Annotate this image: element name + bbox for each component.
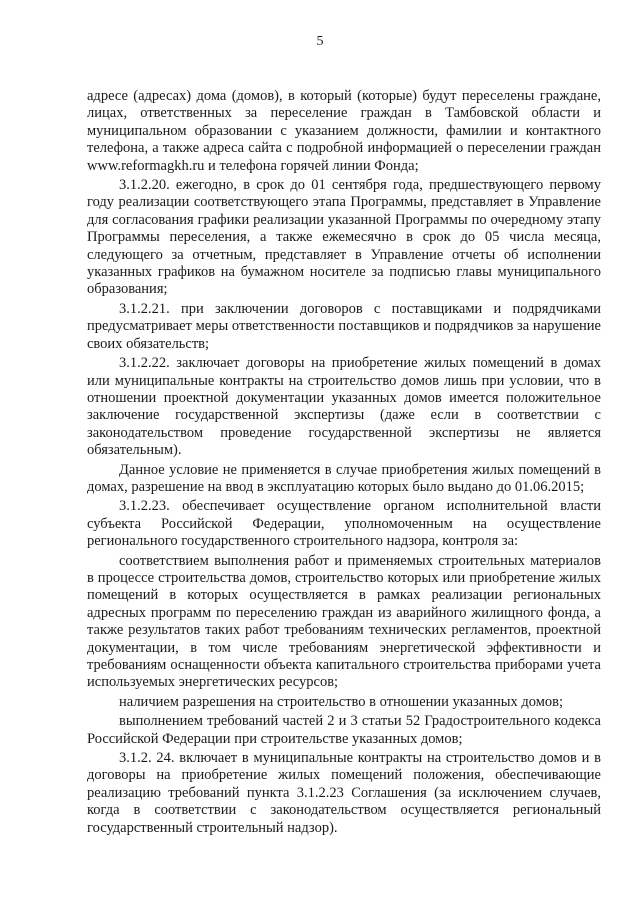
paragraph-control-compliance: соответствием выполнения работ и применяемых строительных материалов в процессе строительства домов, строительство которых или приобретение жилых помещений в которых осуществляется в рамках реализации региональных адресных программ по переселению граждан из аварийного жилищного фонда, а также результатов таких работ требованиям технических регламентов, проектной документации, в том числе требованиям энергетической эффективности и требованиям оснащенности объекта капитального строительства приборами учета используемых энергетических ресурсов; xyxy=(87,552,601,691)
paragraph-3-1-2-23: 3.1.2.23. обеспечивает осуществление органом исполнительной власти субъекта Российской Федерации, уполномоченным на осуществление регионального государственного строительного надзора, контроля за: xyxy=(87,498,601,550)
paragraph-3-1-2-24: 3.1.2. 24. включает в муниципальные контракты на строительство домов и в договоры на приобретение жилых помещений положения, обеспечивающие реализацию требований пункта 3.1.2.23 Соглашения (за исключением случаев, когда в соответствии с законодательством осуществляется региональный государственный строительный надзор). xyxy=(87,750,601,836)
paragraph-3-1-2-20: 3.1.2.20. ежегодно, в срок до 01 сентября года, предшествующего первому году реализации соответствующего этапа Программы, представляет в Управление для согласования графики реализации указанной Программы по очередному этапу Программы переселения, а также ежемесячно в срок до 05 числа месяца, следующего за отчетным, представляет в Управление отчеты об исполнении указанных графиков на бумажном носителе за подписью главы муниципального образования; xyxy=(87,177,601,298)
paragraph-3-1-2-21: 3.1.2.21. при заключении договоров с поставщиками и подрядчиками предусматривает меры ответственности поставщиков и подрядчиков за нарушение своих обязательств; xyxy=(87,300,601,352)
page-number: 5 xyxy=(316,34,324,49)
paragraph-condition-exception: Данное условие не применяется в случае приобретения жилых помещений в домах, разрешение на ввод в эксплуатацию которых было выдано до 01.06.2015; xyxy=(87,461,601,495)
paragraph-control-permit: наличием разрешения на строительство в отношении указанных домов; xyxy=(119,693,564,710)
document-body xyxy=(87,88,601,839)
paragraph-3-1-2-22: 3.1.2.22. заключает договоры на приобретение жилых помещений в домах или муниципальные контракты на строительство домов лишь при условии, что в отношении проектной документации указанных домов имеется положительное заключение государственной экспертизы (даже если в соответствии с законодательством проведение государственной экспертизы не является обязательным). xyxy=(87,355,601,459)
paragraph-address-continuation: адресе (адресах) дома (домов), в который (которые) будут переселены граждане, лицах, ответственных за переселение граждан в Тамбовской области и муниципальном образовании с указанием должности, фамилии и контактного телефона, а также адреса сайта с подробной информацией о переселении граждан www.reformagkh.ru и телефона горячей линии Фонда; xyxy=(87,88,601,174)
paragraph-control-requirements: выполнением требований частей 2 и 3 статьи 52 Градостроительного кодекса Российской Федерации при строительстве указанных домов; xyxy=(87,713,601,747)
